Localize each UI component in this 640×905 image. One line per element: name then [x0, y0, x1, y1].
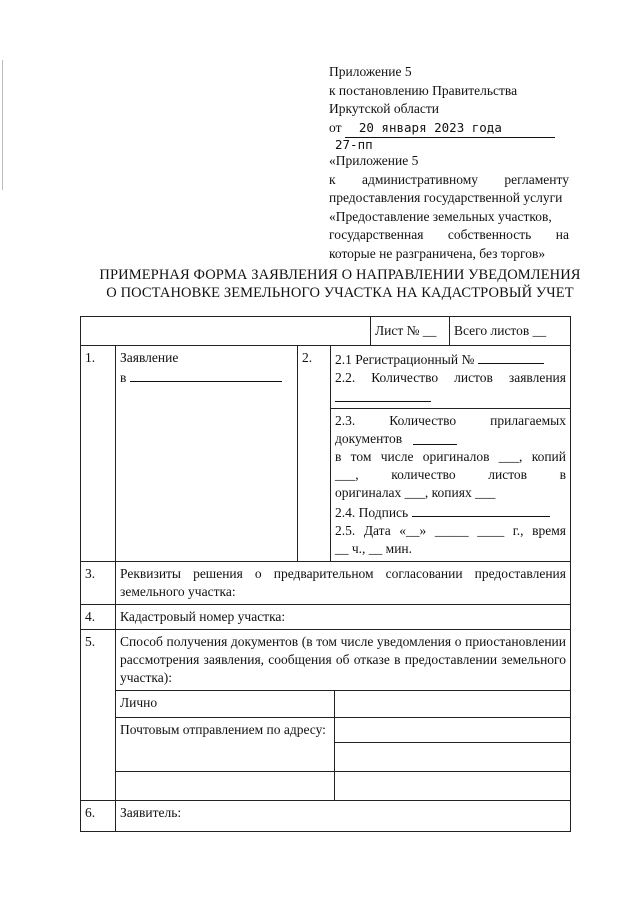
delivery-post-address-2[interactable] — [335, 743, 571, 772]
line6-c: регламенту — [504, 171, 569, 187]
delivery-post-address-1[interactable] — [335, 718, 571, 743]
cadastral-number-field[interactable]: Кадастровый номер участка: — [116, 605, 571, 630]
line9-b: собственность — [447, 227, 532, 242]
line6-a: к — [329, 171, 336, 187]
delivery-option-post[interactable]: Почтовым отправлением по адресу: — [116, 718, 335, 772]
appendix-header — [329, 63, 569, 263]
delivery-in-person-value[interactable] — [335, 691, 571, 718]
line9-a: государственная — [329, 227, 424, 242]
row-6 — [81, 801, 571, 832]
row-5-number: 5. — [81, 630, 116, 801]
appendix-line-7: предоставления государственной услуги — [329, 190, 563, 205]
signature-label: 2.4. Подпись — [335, 505, 409, 520]
sheet-number-field[interactable]: Лист № __ — [370, 317, 449, 345]
registration-number-blank — [478, 349, 544, 364]
originals-copies-pages-line[interactable]: оригиналах ___, копиях ___ — [335, 485, 496, 500]
appendix-line-9 — [329, 226, 569, 245]
title-line-2: О ПОСТАНОВКЕ ЗЕМЕЛЬНОГО УЧАСТКА НА КАДАСТРОВЫЙ УЧЕТ — [106, 285, 574, 301]
row-5 — [81, 630, 571, 801]
row-6-number: 6. — [81, 801, 116, 832]
row-1 — [81, 346, 571, 562]
appendix-line-8: «Предоставление земельных участков, — [329, 208, 552, 224]
sheet-row — [81, 317, 571, 346]
originals-copies-line[interactable]: в том числе оригиналов ___, копий — [335, 449, 566, 464]
pages-count-label: 2.2. Количество листов заявления — [335, 370, 566, 385]
application-to-label: в — [120, 370, 127, 385]
sheets-total-field[interactable]: Всего листов __ — [449, 317, 570, 345]
line6-b: административному — [361, 171, 479, 187]
date-time-field[interactable]: 2.5. Дата «__» _____ ____ г., время — [335, 523, 566, 538]
line9-c: на — [555, 227, 569, 242]
signature-field[interactable] — [335, 502, 566, 522]
delivery-options-table — [115, 690, 571, 801]
appendix-number-row — [329, 138, 569, 152]
delivery-extra-value[interactable] — [335, 772, 571, 801]
time-field[interactable]: __ ч., __ мин. — [335, 541, 413, 556]
delivery-option-in-person[interactable]: Лично — [116, 691, 335, 718]
signature-blank — [412, 502, 550, 517]
row-2-number: 2. — [298, 346, 331, 562]
appendix-line-10: которые не разграничена, без торгов» — [329, 245, 546, 261]
application-form-table — [80, 316, 571, 832]
registration-cell — [331, 346, 571, 562]
delivery-method-cell — [116, 630, 571, 801]
decision-details-field[interactable]: Реквизиты решения о предварительном согласовании предоставления земельного участка: — [116, 562, 571, 605]
appendix-line-6 — [329, 171, 569, 190]
delivery-extra-option[interactable] — [116, 772, 335, 801]
appendix-line-5: «Приложение 5 — [329, 153, 419, 168]
row-3 — [81, 562, 571, 605]
date-prefix: от — [329, 119, 342, 135]
appendix-date-row — [329, 119, 569, 139]
pages-originals-line[interactable]: ___, количество листов в — [335, 467, 566, 482]
scan-edge-line — [2, 60, 3, 190]
title-line-1: ПРИМЕРНАЯ ФОРМА ЗАЯВЛЕНИЯ О НАПРАВЛЕНИИ УВЕДОМЛЕНИЯ — [99, 267, 581, 283]
date-value: 20 января 2023 года — [345, 119, 555, 139]
appendix-line-2: к постановлению Правительства — [329, 82, 518, 98]
number-value: 27-пп — [335, 137, 373, 152]
application-to-row[interactable] — [120, 367, 293, 387]
application-label: Заявление — [120, 350, 179, 365]
registration-number-field[interactable] — [335, 349, 566, 369]
attached-docs-label: 2.3. Количество прилагаемых документов — [335, 413, 566, 446]
form-title — [80, 266, 600, 302]
row-3-number: 3. — [81, 562, 116, 605]
application-cell — [116, 346, 298, 562]
appendix-line-1: Приложение 5 — [329, 64, 412, 79]
registration-number-label: 2.1 Регистрационный № — [335, 352, 475, 367]
delivery-method-label: Способ получения документов (в том числе уведомления о приостановлении рассмотрения заявления, сообщения об отказе в предоставлении земельного участка): — [120, 634, 566, 685]
row-1-number: 1. — [81, 346, 116, 562]
attached-docs-field[interactable] — [413, 430, 457, 445]
applicant-field[interactable]: Заявитель: — [116, 801, 571, 832]
application-to-field[interactable] — [130, 367, 282, 382]
pages-count-field[interactable] — [335, 387, 431, 402]
appendix-line-3: Иркутской области — [329, 101, 440, 116]
row-4-number: 4. — [81, 605, 116, 630]
row-4 — [81, 605, 571, 630]
